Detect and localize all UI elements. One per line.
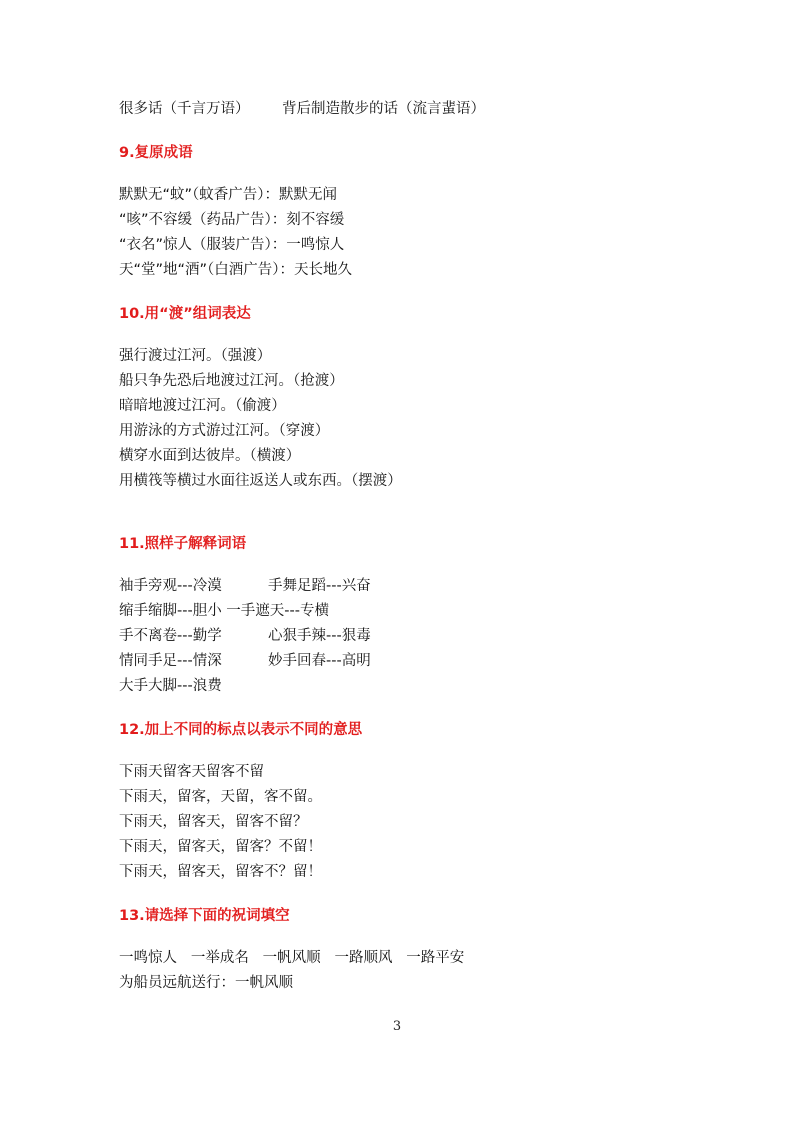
section10-line: 横穿水面到达彼岸。（横渡） xyxy=(119,448,301,464)
section10-line: 用游泳的方式游过江河。（穿渡） xyxy=(119,423,330,439)
section9-heading: 9.复原成语 xyxy=(119,145,193,161)
section10-heading: 10.用“渡”组词表达 xyxy=(119,306,251,322)
section11-row-right: 手舞足蹈---兴奋 xyxy=(268,578,371,594)
section9-line: 默默无“蚊”（蚊香广告）：默默无闻 xyxy=(119,187,338,203)
section9-line: “衣名”惊人（服装广告）：一鸣惊人 xyxy=(119,237,345,253)
section10-line: 强行渡过江河。（强渡） xyxy=(119,348,272,364)
section12-line: 下雨天，留客，天留，客不留。 xyxy=(119,789,322,805)
section12-line: 下雨天留客天留客不留 xyxy=(119,764,264,780)
section13-answer: 为船员远航送行：一帆风顺 xyxy=(119,975,293,991)
section11-row-left: 大手大脚---浪费 xyxy=(119,678,222,694)
section10-line: 船只争先恐后地渡过江河。（抢渡） xyxy=(119,373,344,389)
intro-right: 背后制造散步的话（流言蜚语） xyxy=(282,101,485,117)
section11-row-right: 心狠手辣---狠毒 xyxy=(268,628,371,644)
section12-line: 下雨天，留客天，留客不留？ xyxy=(119,814,308,830)
section9-line: “咳”不容缓（药品广告）：刻不容缓 xyxy=(119,212,345,228)
section12-line: 下雨天，留客天，留客不？留！ xyxy=(119,864,322,880)
section10-line: 暗暗地渡过江河。（偷渡） xyxy=(119,398,286,414)
section11-row-left: 手不离卷---勤学 xyxy=(119,628,222,644)
page-number: 3 xyxy=(392,1019,402,1034)
section11-heading: 11.照样子解释词语 xyxy=(119,536,247,552)
section10-line: 用横筏等横过水面往返送人或东西。（摆渡） xyxy=(119,473,402,489)
section13-options: 一鸣惊人 一举成名 一帆风顺 一路顺风 一路平安 xyxy=(119,950,465,966)
intro-left: 很多话（千言万语） xyxy=(119,101,250,117)
section11-row-left: 缩手缩脚---胆小 一手遮天---专横 xyxy=(119,603,330,619)
section12-line: 下雨天，留客天，留客？不留！ xyxy=(119,839,322,855)
section11-row-left: 袖手旁观---冷漠 xyxy=(119,578,222,594)
section11-row-left: 情同手足---情深 xyxy=(119,653,222,669)
section11-row-right: 妙手回春---高明 xyxy=(268,653,371,669)
section12-heading: 12.加上不同的标点以表示不同的意思 xyxy=(119,722,363,738)
section13-heading: 13.请选择下面的祝词填空 xyxy=(119,908,290,924)
section9-line: 天“堂”地“酒”（白酒广告）：天长地久 xyxy=(119,262,353,278)
